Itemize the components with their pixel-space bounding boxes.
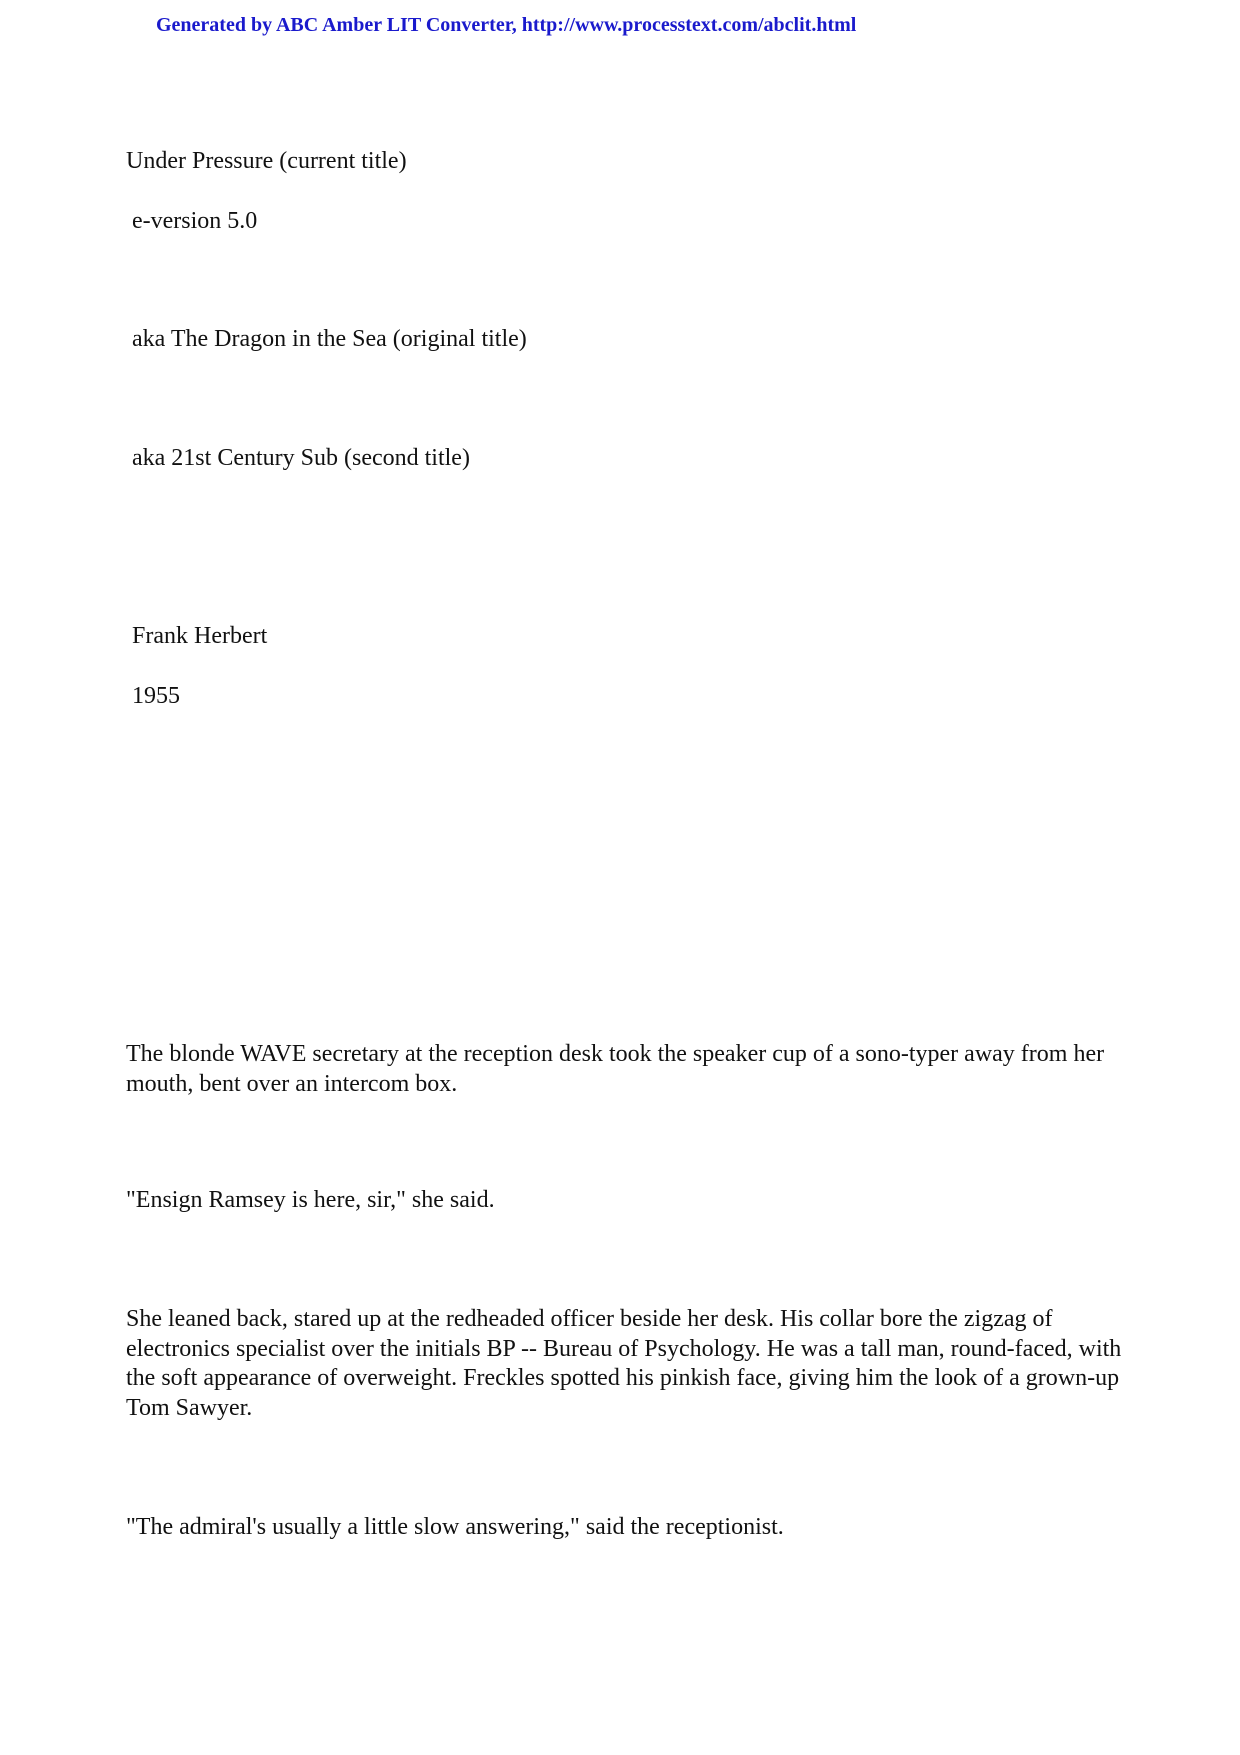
- second-title: aka 21st Century Sub (second title): [126, 445, 470, 471]
- paragraph-2: "Ensign Ramsey is here, sir," she said.: [126, 1187, 495, 1213]
- paragraph-1: The blonde WAVE secretary at the reception desk took the speaker cup of a sono-typer away from her mouth, bent over an intercom box.: [126, 1041, 1105, 1097]
- version-line: e-version 5.0: [126, 208, 258, 234]
- author-name: Frank Herbert: [126, 623, 268, 649]
- current-title: Under Pressure (current title): [126, 148, 407, 174]
- paragraph-4: "The admiral's usually a little slow answering," said the receptionist.: [126, 1514, 784, 1540]
- paragraph-3: She leaned back, stared up at the redheaded officer beside her desk. His collar bore the zigzag of electronics specialist over the initials BP -- Bureau of Psychology. He was a tall man, round-faced, with the soft appearance of overweight. Freckles spotted his pinkish face, giving him the look of a grown-up Tom Sawyer.: [126, 1306, 1122, 1421]
- converter-banner-link[interactable]: Generated by ABC Amber LIT Converter, http://www.processtext.com/abclit.html: [156, 14, 857, 36]
- original-title: aka The Dragon in the Sea (original title): [126, 326, 527, 352]
- publication-year: 1955: [126, 683, 180, 709]
